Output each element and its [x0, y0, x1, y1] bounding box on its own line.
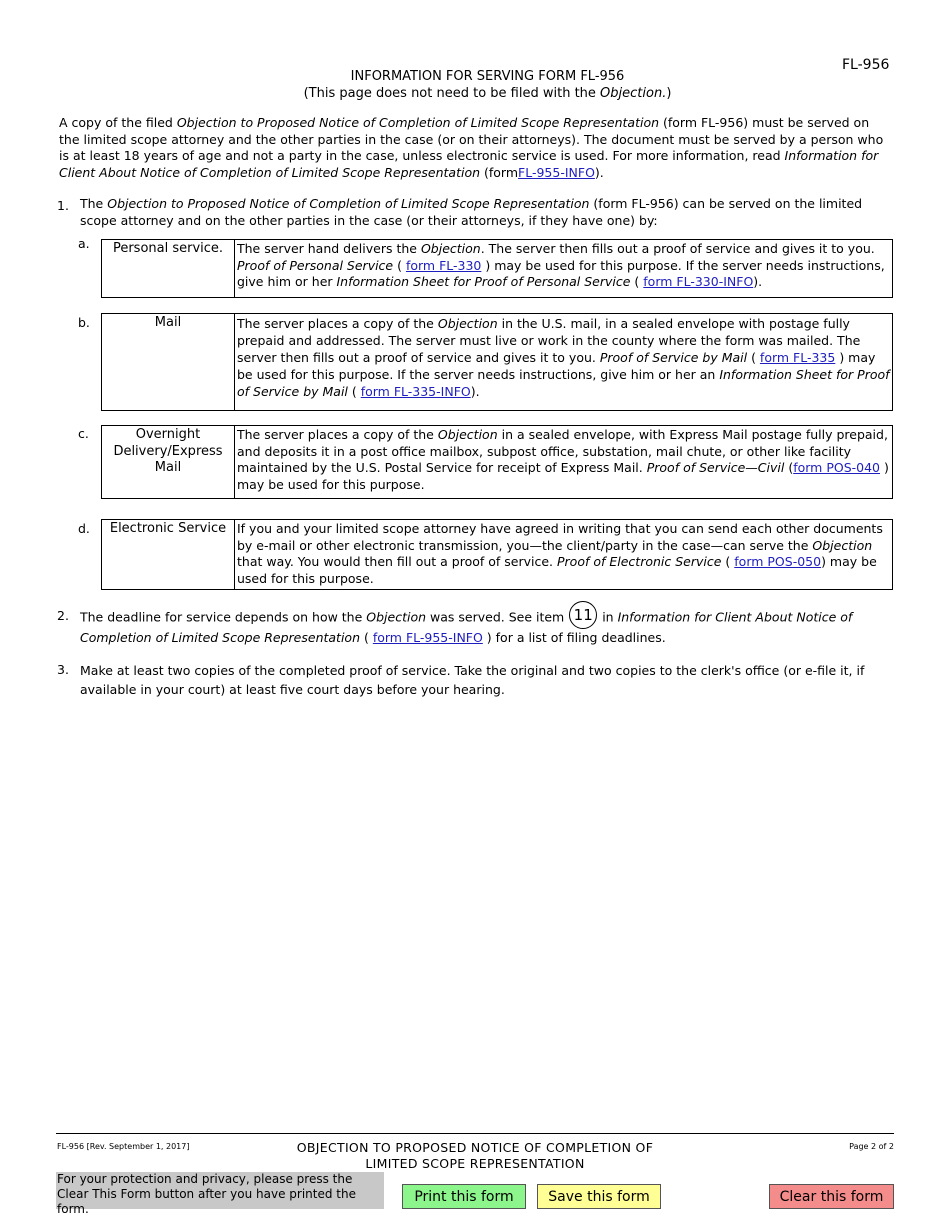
method-c-letter: c.	[78, 426, 89, 441]
link-fl-335[interactable]: form FL-335	[759, 350, 836, 365]
page-title: INFORMATION FOR SERVING FORM FL-956	[350, 69, 625, 84]
item-1-number: 1.	[57, 198, 69, 213]
link-fl-955-info[interactable]: FL-955-INFO	[518, 164, 595, 180]
item-2-text: The deadline for service depends on how the Objection was served. See item 11 in Information for Client About Notice of Completion of Limited Scope Representation ( form FL-955-INFO ) for a list of filing deadlines.	[80, 607, 880, 647]
method-description: The server places a copy of the Objection in the U.S. mail, in a sealed envelope with postage fully prepaid and addressed. The server must live or work in the county where the form was mailed. The server then fills out a proof of service and gives it to you. Proof of Service by Mail ( form FL-335 ) may be used for this purpose. If the server needs instructions, give him or her an Information Sheet for Proof of Service by Mail ( form FL-335-INFO).	[237, 316, 890, 399]
item-3-text: Make at least two copies of the completed proof of service. Take the original and two copies to the clerk's office (or e-file it, if available in your court) at least five court days before your hearing.	[80, 663, 865, 697]
link-fl-335-info[interactable]: form FL-335-INFO	[360, 384, 471, 399]
method-overnight-delivery	[101, 425, 893, 499]
print-form-button[interactable]: Print this form	[402, 1184, 526, 1209]
method-label: Overnight Delivery/Express Mail	[102, 426, 235, 498]
privacy-notice: For your protection and privacy, please press the Clear This Form button after you have printed the form.	[56, 1172, 384, 1209]
page-title-block	[0, 68, 950, 102]
link-pos-040[interactable]: form POS-040	[793, 460, 881, 475]
item-3-number: 3.	[57, 662, 69, 677]
method-description: The server hand delivers the Objection. The server then fills out a proof of service and gives it to you. Proof of Personal Service ( form FL-330 ) may be used for this purpose. If the server needs instructions, give him or her Information Sheet for Proof of Personal Service ( form FL-330-INFO).	[237, 241, 885, 289]
link-fl-955-info-2[interactable]: form FL-955-INFO	[372, 630, 483, 645]
page-subtitle: (This page does not need to be filed with the Objection.)	[303, 86, 672, 101]
link-fl-330-info[interactable]: form FL-330-INFO	[643, 274, 754, 289]
circled-item-number: 11	[569, 601, 597, 629]
method-b-letter: b.	[78, 315, 90, 330]
method-personal-service	[101, 239, 893, 298]
method-label: Electronic Service	[102, 520, 235, 589]
method-description: The server places a copy of the Objection in a sealed envelope, with Express Mail postage fully prepaid, and deposits it in a post office mailbox, subpost office, substation, mail chute, or other like facility maintained by the U.S. Postal Service for receipt of Express Mail. Proof of Service—Civil (form POS-040 ) may be used for this purpose.	[237, 427, 889, 492]
save-form-button[interactable]: Save this form	[537, 1184, 661, 1209]
clear-form-button[interactable]: Clear this form	[769, 1184, 894, 1209]
method-d-letter: d.	[78, 521, 90, 536]
link-fl-330[interactable]: form FL-330	[405, 257, 482, 273]
method-mail	[101, 313, 893, 411]
item-2-number: 2.	[57, 608, 69, 623]
method-label: Mail	[102, 314, 235, 410]
method-electronic-service	[101, 519, 893, 590]
revision-date: FL-956 [Rev. September 1, 2017]	[57, 1142, 190, 1151]
item-1-text: The Objection to Proposed Notice of Completion of Limited Scope Representation (form FL-956) can be served on the limited scope attorney and on the other parties in the case (or their attorneys, if they have one) by:	[80, 196, 863, 228]
intro-paragraph: A copy of the filed Objection to Proposed Notice of Completion of Limited Scope Representation (form FL-956) must be served on the limited scope attorney and the other parties in the case (or on their attorneys). The document must be served by a person who is at least 18 years of age and not a party in the case, unless electronic service is used. For more information, read Information for Client About Notice of Completion of Limited Scope Representation (formFL-955-INFO).	[59, 115, 884, 180]
footer-title: OBJECTION TO PROPOSED NOTICE OF COMPLETION OF LIMITED SCOPE REPRESENTATION	[296, 1140, 654, 1171]
method-label: Personal service.	[102, 240, 235, 297]
method-description: If you and your limited scope attorney have agreed in writing that you can send each other documents by e-mail or other electronic transmission, you—the client/party in the case—can serve the Objection that way. You would then fill out a proof of service. Proof of Electronic Service ( form POS-050) may be used for this purpose.	[237, 521, 883, 586]
form-number: FL-956	[842, 57, 890, 73]
link-pos-050[interactable]: form POS-050	[734, 554, 822, 569]
method-a-letter: a.	[78, 236, 90, 251]
page-number: Page 2 of 2	[849, 1142, 894, 1151]
footer-divider	[56, 1133, 894, 1134]
